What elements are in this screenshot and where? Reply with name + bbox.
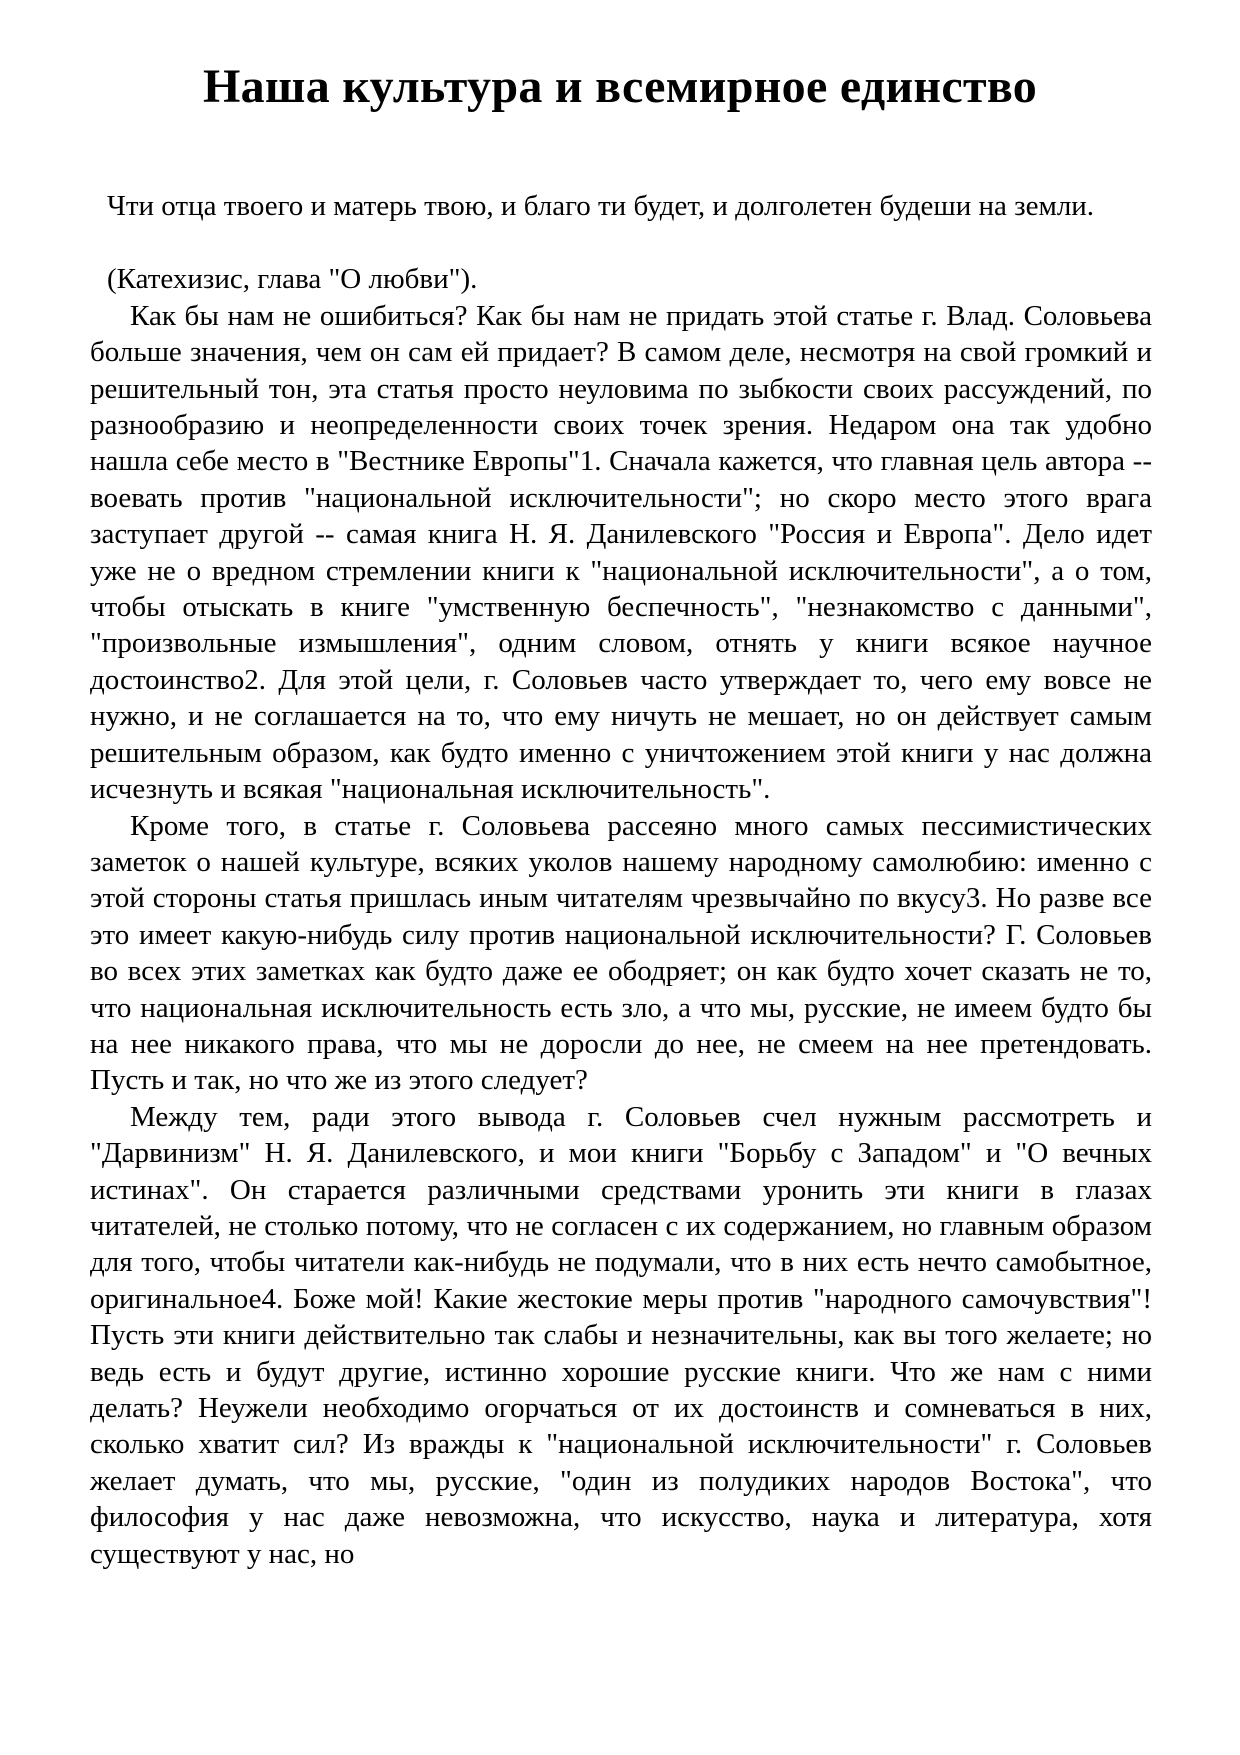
- epigraph-source: (Катехизис, глава "О любви").: [107, 263, 478, 296]
- paragraph: Между тем, ради этого вывода г. Соловьев счел нужным рассмотреть и "Дарвинизм" Н. Я. Данилевского, и мои книги "Борьбу с Западом" и "О вечных истинах". Он старается различными средствами уронить эти книги в глазах читателей, не столько потому, что не согласен с их содержанием, но главным образом для того, чтобы читатели как-нибудь не подумали, что в них есть нечто самобытное, оригинальное4. Боже мой! Какие жестокие меры против "народного самочувствия"! Пусть эти книги действительно так слабы и незначительны, как вы того желаете; но ведь есть и будут другие, истинно хорошие русские книги. Что же нам с ними делать? Неужели необходимо огорчаться от их достоинств и сомневаться в них, сколько хватит сил? Из вражды к "национальной исключительности" г. Соловьев желает думать, что мы, русские, "один из полудиких народов Востока", что философия у нас даже невозможна, что искусство, наука и литература, хотя существуют у нас, но: [90, 1100, 1152, 1570]
- paragraph: Кроме того, в статье г. Соловьева рассеяно много самых пессимистических заметок о нашей культуре, всяких уколов нашему народному самолюбию: именно с этой стороны статья пришлась иным читателям чрезвычайно по вкусу3. Но разве все это имеет какую-нибудь силу против национальной исключительности? Г. Соловьев во всех этих заметках как будто даже ее ободряет; он как будто хочет сказать не то, что национальная исключительность есть зло, а что мы, русские, не имеем будто бы на нее никакого права, что мы не доросли до нее, не смеем на нее претендовать. Пусть и так, но что же из этого следует?: [90, 809, 1152, 1097]
- epigraph-text: Чти отца твоего и матерь твою, и благо ти будет, и долголетен будеши на земли.: [107, 190, 1095, 222]
- article-body: [90, 188, 1152, 1572]
- paragraph: Как бы нам не ошибиться? Как бы нам не придать этой статье г. Влад. Соловьева больше значения, чем он сам ей придает? В самом деле, несмотря на свой громкий и решительный тон, эта статья просто неуловима по зыбкости своих рассуждений, по разнообразию и неопределенности своих точек зрения. Недаром она так удобно нашла себе место в "Вестнике Европы"1. Сначала кажется, что главная цель автора -- воевать против "национальной исключительности"; но скоро место этого врага заступает другой -- самая книга Н. Я. Данилевского "Россия и Европа". Дело идет уже не о вредном стремлении книги к "национальной исключительности", а о том, чтобы отыскать в книге "умственную беспечность", "незнакомство с данными", "произвольные измышления", одним словом, отнять у книги всякое научное достоинство2. Для этой цели, г. Соловьев часто утверждает то, чего ему вовсе не нужно, и не соглашается на то, что ему ничуть не мешает, но он действует самым решительным образом, как будто именно с уничтожением этой книги у нас должна исчезнуть и всякая "национальная исключительность".: [90, 299, 1152, 806]
- page-title: Наша культура и всемирное единство: [202, 60, 1038, 113]
